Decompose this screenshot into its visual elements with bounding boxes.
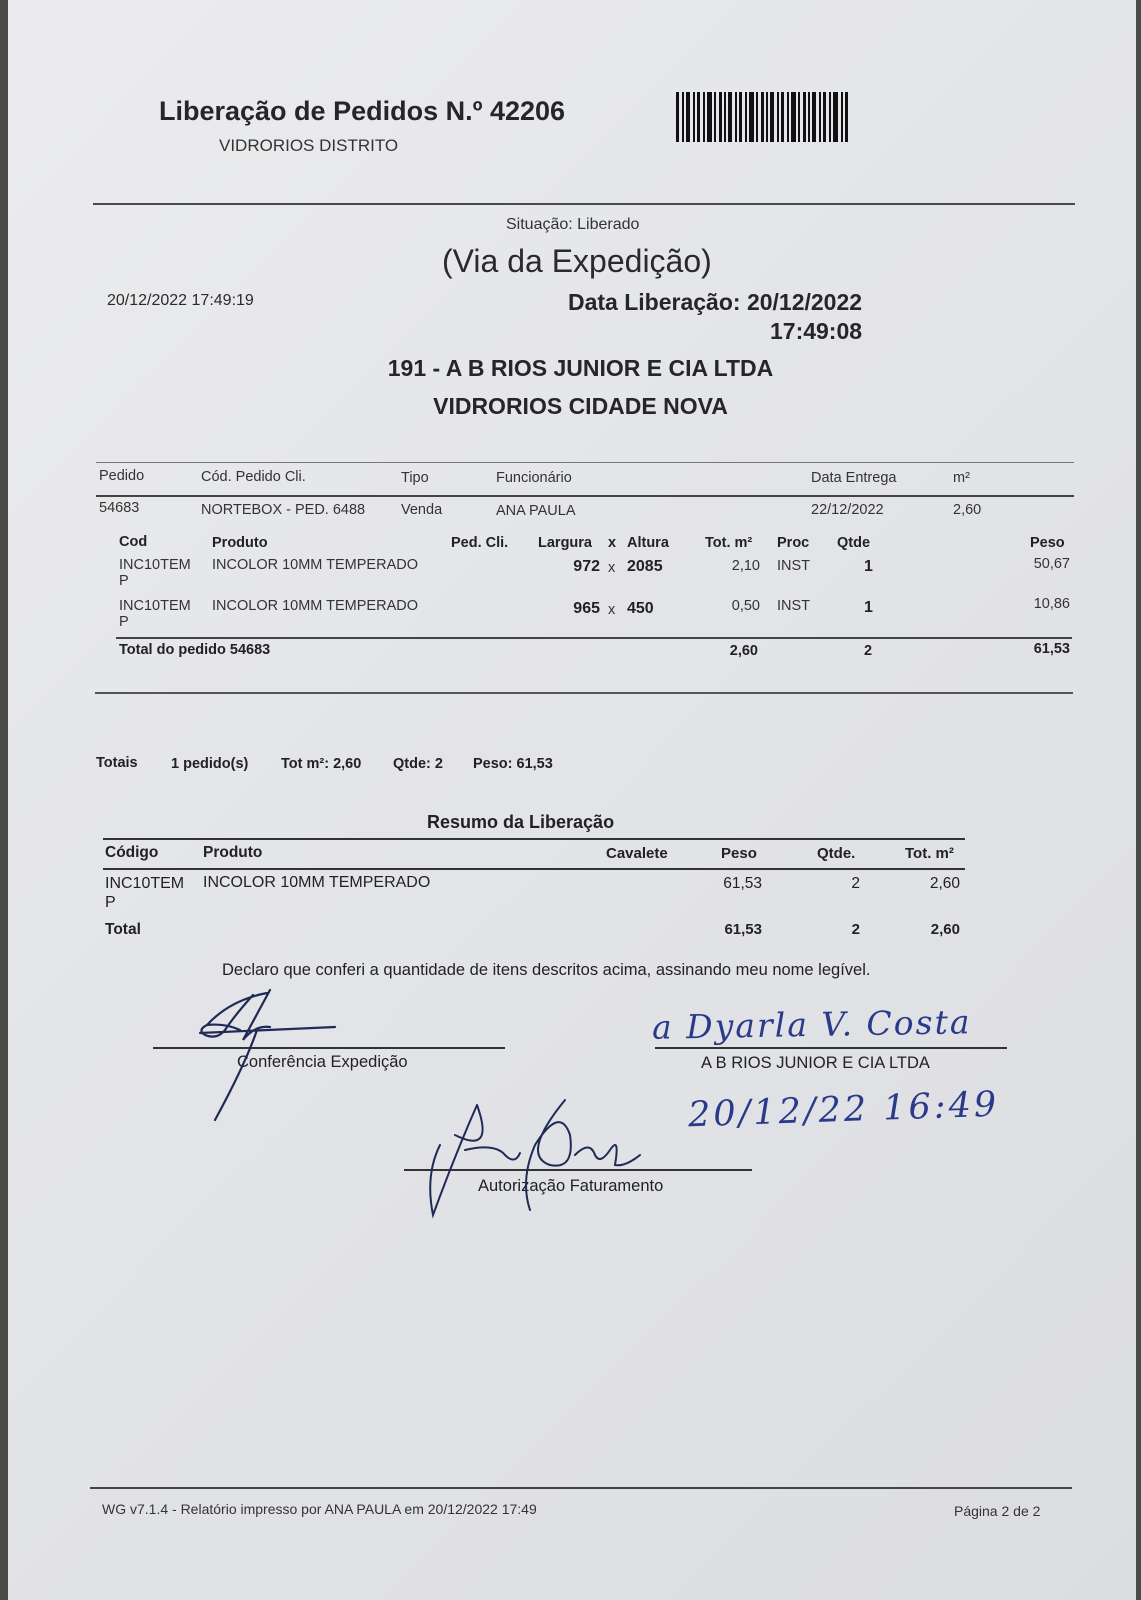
client-signature-label: A B RIOS JUNIOR E CIA LTDA bbox=[701, 1054, 930, 1072]
resumo-top-line bbox=[103, 838, 965, 840]
resumo-produto: INCOLOR 10MM TEMPERADO bbox=[203, 874, 431, 891]
item-proc: INST bbox=[777, 598, 811, 614]
resumo-col-tot-m2: Tot. m² bbox=[905, 845, 954, 862]
item-altura: 450 bbox=[627, 600, 654, 617]
resumo-title: Resumo da Liberação bbox=[427, 812, 615, 832]
report-title: Liberação de Pedidos N.º 42206 bbox=[159, 96, 566, 126]
items-col-qtde: Qtde bbox=[837, 535, 871, 551]
totals-pedidos: 1 pedido(s) bbox=[171, 756, 249, 772]
via-label: (Via da Expedição) bbox=[442, 243, 712, 279]
situacao-label: Situação: Liberado bbox=[506, 216, 640, 233]
resumo-col-codigo: Código bbox=[105, 844, 159, 861]
totals-peso: Peso: 61,53 bbox=[473, 756, 553, 772]
item-largura: 972 bbox=[573, 558, 600, 575]
item-produto: INCOLOR 10MM TEMPERADO bbox=[212, 557, 418, 573]
handwritten-datetime: 20/12/22 16:49 bbox=[687, 1084, 1000, 1136]
item-tot-m2: 2,10 bbox=[731, 558, 760, 574]
items-col-altura: Altura bbox=[627, 535, 669, 551]
items-col-ped-cli: Ped. Cli. bbox=[451, 535, 509, 551]
resumo-tot-m2: 2,60 bbox=[929, 875, 960, 892]
col-m2-header: m² bbox=[953, 470, 970, 486]
items-total-m2: 2,60 bbox=[729, 643, 758, 659]
col-funcionario-header: Funcionário bbox=[496, 470, 572, 486]
item-peso: 10,86 bbox=[1033, 596, 1070, 612]
item-peso: 50,67 bbox=[1033, 556, 1070, 572]
footer-page-number: Página 2 de 2 bbox=[954, 1503, 1041, 1519]
order-table-header-line bbox=[96, 495, 1074, 497]
item-cod: INC10TEM P bbox=[119, 598, 191, 630]
resumo-col-peso: Peso bbox=[721, 845, 757, 862]
barcode-image bbox=[676, 92, 848, 142]
data-liberacao bbox=[568, 288, 862, 346]
autorizacao-label: Autorização Faturamento bbox=[478, 1177, 664, 1195]
items-col-x: x bbox=[608, 535, 617, 551]
items-col-produto: Produto bbox=[212, 535, 268, 551]
order-data-entrega-value: 22/12/2022 bbox=[811, 502, 884, 518]
conferencia-handwritten-signature bbox=[195, 985, 345, 1125]
order-m2-value: 2,60 bbox=[953, 502, 982, 518]
resumo-total-label: Total bbox=[105, 921, 141, 938]
resumo-qtde: 2 bbox=[851, 875, 860, 892]
paper-sheet bbox=[8, 0, 1136, 1600]
client-handwritten-name: a Dyarla V. Costa bbox=[651, 1002, 972, 1047]
col-tipo-header: Tipo bbox=[401, 470, 429, 486]
items-total-label: Total do pedido 54683 bbox=[119, 642, 271, 658]
col-cod-pedido-cli-header: Cód. Pedido Cli. bbox=[201, 469, 306, 485]
order-cod-pedido-cli-value: NORTEBOX - PED. 6488 bbox=[201, 502, 366, 518]
data-liberacao-date: Data Liberação: 20/12/2022 bbox=[568, 289, 863, 315]
resumo-col-qtde: Qtde. bbox=[817, 845, 856, 862]
items-col-proc: Proc bbox=[777, 535, 810, 551]
items-col-tot-m2: Tot. m² bbox=[705, 535, 753, 551]
item-tot-m2: 0,50 bbox=[731, 598, 760, 614]
order-bottom-divider bbox=[95, 692, 1073, 694]
item-produto: INCOLOR 10MM TEMPERADO bbox=[212, 598, 418, 614]
item-largura: 965 bbox=[573, 600, 600, 617]
company-subtitle: VIDRORIOS DISTRITO bbox=[219, 136, 399, 155]
resumo-col-produto: Produto bbox=[203, 844, 263, 861]
totals-label: Totais bbox=[96, 755, 138, 771]
item-qtde: 1 bbox=[864, 558, 873, 575]
footer-printed-by: WG v7.1.4 - Relatório impresso por ANA PAULA em 20/12/2022 17:49 bbox=[102, 1501, 537, 1517]
client-store: VIDRORIOS CIDADE NOVA bbox=[433, 393, 728, 419]
item-cod: INC10TEM P bbox=[119, 557, 191, 589]
conferencia-label: Conferência Expedição bbox=[237, 1053, 408, 1071]
resumo-total-qtde: 2 bbox=[851, 921, 860, 938]
col-pedido-header: Pedido bbox=[99, 468, 145, 484]
col-data-entrega-header: Data Entrega bbox=[811, 470, 897, 486]
order-table-top-line bbox=[96, 462, 1074, 463]
client-name: 191 - A B RIOS JUNIOR E CIA LTDA bbox=[387, 355, 774, 381]
items-total-peso: 61,53 bbox=[1033, 641, 1070, 657]
order-funcionario-value: ANA PAULA bbox=[496, 503, 576, 519]
resumo-header-line bbox=[103, 868, 965, 870]
items-total-qtde: 2 bbox=[864, 643, 873, 659]
autorizacao-handwritten-signature bbox=[425, 1095, 645, 1220]
totals-qtde: Qtde: 2 bbox=[393, 756, 443, 772]
item-x: x bbox=[608, 602, 616, 618]
print-datetime: 20/12/2022 17:49:19 bbox=[107, 292, 254, 309]
items-col-peso: Peso bbox=[1030, 535, 1065, 551]
item-proc: INST bbox=[777, 558, 811, 574]
item-qtde: 1 bbox=[864, 599, 873, 616]
items-col-largura: Largura bbox=[538, 535, 592, 551]
client-signature-line bbox=[655, 1047, 1007, 1049]
order-tipo-value: Venda bbox=[401, 502, 443, 518]
item-x: x bbox=[608, 560, 616, 576]
totals-m2: Tot m²: 2,60 bbox=[281, 756, 362, 772]
item-altura: 2085 bbox=[627, 558, 663, 575]
resumo-peso: 61,53 bbox=[723, 875, 762, 892]
data-liberacao-time: 17:49:08 bbox=[769, 318, 863, 344]
resumo-col-cavalete: Cavalete bbox=[606, 845, 668, 862]
resumo-codigo: INC10TEM P bbox=[105, 875, 185, 911]
header-divider bbox=[93, 203, 1075, 205]
order-pedido-value: 54683 bbox=[99, 500, 140, 516]
items-col-cod: Cod bbox=[119, 534, 148, 550]
items-total-line bbox=[116, 637, 1072, 639]
declaration-text: Declaro que conferi a quantidade de itens descritos acima, assinando meu nome legível. bbox=[222, 961, 871, 979]
resumo-total-peso: 61,53 bbox=[724, 921, 762, 938]
footer-divider bbox=[90, 1487, 1072, 1489]
resumo-total-tot-m2: 2,60 bbox=[930, 921, 960, 938]
